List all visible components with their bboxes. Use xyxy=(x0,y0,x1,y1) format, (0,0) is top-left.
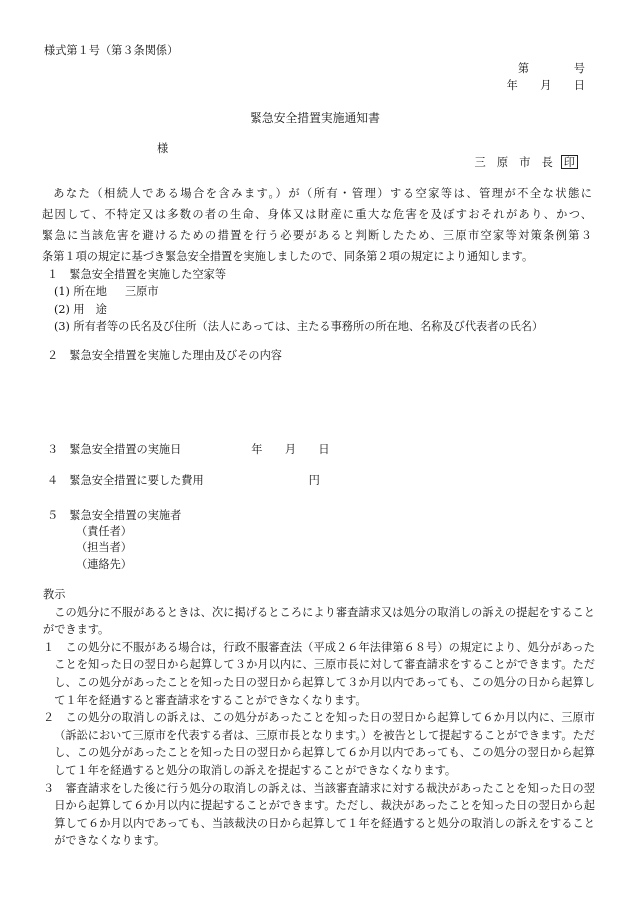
owner-label: (3) 所有者等の氏名及び住所（法人にあっては、主たる事務所の所在地、名称及び代表者の氏名） xyxy=(54,319,544,333)
issuer-name: 三 原 市 長 xyxy=(474,156,553,169)
cost-unit: 円 xyxy=(308,474,320,487)
section-4-heading: ４ 緊急安全措置に要した費用 xyxy=(47,474,204,487)
intro-line-1: あなた（相続人である場合を含みます。）が（所有・管理）する空家等は、管理が不全な状態に xyxy=(53,187,592,200)
kyoji-heading: 教示 xyxy=(43,588,66,601)
section-3-heading: ３ 緊急安全措置の実施日 xyxy=(47,443,182,456)
section-3 xyxy=(47,444,330,455)
document-number-line: 第 号 xyxy=(517,62,585,75)
kyoji-item-2: ２ この処分の取消しの訴えは、この処分があったことを知った日の翌日から起算して６か月以内に、三原市（訴訟において三原市を代表する者は、三原市長となります。）を被告として提起することができます。ただし、この処分があったことを知った日の翌日から起算して６か月以内であっても、この処分の翌日から起算して１年を経過すると処分の取消しの訴えを提起することができなくなります。 xyxy=(43,711,595,777)
document-date-line: 年 月 日 xyxy=(506,79,585,92)
section-1-item-location xyxy=(47,283,543,300)
section-4 xyxy=(47,475,320,486)
location-value: 三原市 xyxy=(124,285,159,299)
section-1-item-owner xyxy=(47,318,543,335)
form-number: 様式第１号（第３条関係） xyxy=(44,44,179,57)
section-5 xyxy=(47,508,181,573)
implementation-date: 年 月 日 xyxy=(251,443,330,456)
kyoji-item-1: １ この処分に不服がある場合は，行政不服審査法（平成２６年法律第６８号）の規定により、処分があったことを知った日の翌日から起算して３か月以内に、三原市長に対して審査請求をすることができます。ただし、この処分があったことを知った日の翌日から起算して３か月以内であっても、この処分の日から起算して１年を経過すると審査請求をすることができなくなります。 xyxy=(43,640,595,707)
section-2-heading: ２ 緊急安全措置を実施した理由及びその内容 xyxy=(47,349,282,362)
issuer-block xyxy=(474,155,578,169)
kyoji-intro: この処分に不服があるときは、次に掲げるところにより審査請求又は処分の取消しの訴えの提起をすることができます。 xyxy=(43,605,595,637)
section-1-heading: １ 緊急安全措置を実施した空家等 xyxy=(47,268,227,281)
seal-mark: 印 xyxy=(561,155,578,169)
addressee-suffix: 様 xyxy=(157,142,169,155)
implementer-contact-info: （連絡先） xyxy=(76,557,132,571)
intro-paragraph xyxy=(42,183,592,267)
intro-line-3: 緊急に当該危害を避けるための措置を行う必要があると判断したため、三原市空家等対策条例第３ xyxy=(42,229,592,242)
implementer-responsible: （責任者） xyxy=(76,525,132,539)
section-1 xyxy=(47,266,543,335)
intro-line-4: 条第１項の規定に基づき緊急安全措置を実施しましたので、同条第２項の規定により通知します。 xyxy=(42,250,534,263)
kyoji-block xyxy=(43,586,595,850)
document-title: 緊急安全措置実施通知書 xyxy=(250,111,380,125)
intro-line-2: 起因して、不特定又は多数の者の生命、身体又は財産に重大な危害を及ぼすおそれがあり、かつ、 xyxy=(42,208,592,221)
implementer-contact-person: （担当者） xyxy=(76,541,132,555)
kyoji-item-3: ３ 審査請求をした後に行う処分の取消しの訴えは、当該審査請求に対する裁決があったことを知った日の翌日から起算して６か月以内に提起することができます。ただし、裁決があったことを知った日の翌日から起算して６か月以内であっても、当該裁決の日から起算して１年を経過すると処分の取消しの訴えをすることができなくなります。 xyxy=(43,781,595,848)
location-label: (1) 所在地 xyxy=(54,285,107,299)
section-1-item-usage xyxy=(47,301,543,318)
usage-label: (2) 用 途 xyxy=(54,302,107,316)
section-5-heading: ５ 緊急安全措置の実施者 xyxy=(47,509,182,522)
